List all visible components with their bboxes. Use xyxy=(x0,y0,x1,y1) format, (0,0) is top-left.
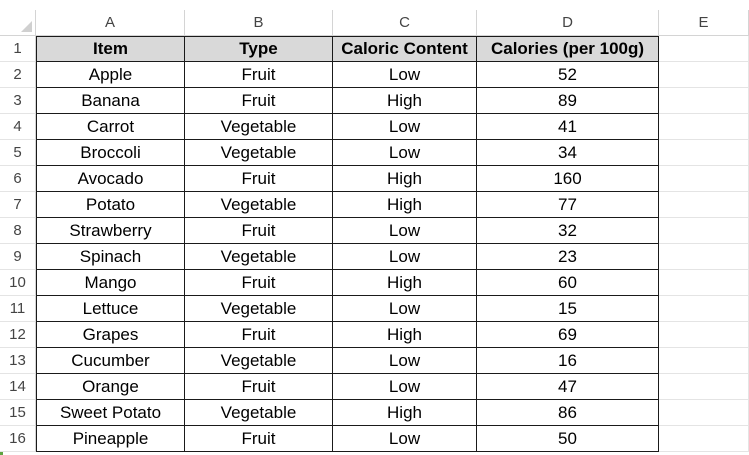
empty-cell[interactable] xyxy=(659,192,749,218)
table-cell[interactable]: 52 xyxy=(477,62,659,88)
table-cell[interactable]: Low xyxy=(333,296,477,322)
table-row xyxy=(36,348,749,374)
table-cell[interactable]: 77 xyxy=(477,192,659,218)
empty-cell[interactable] xyxy=(659,374,749,400)
table-cell[interactable]: 32 xyxy=(477,218,659,244)
table-header-row xyxy=(36,36,749,62)
table-cell[interactable]: 50 xyxy=(477,426,659,452)
table-cell[interactable]: 60 xyxy=(477,270,659,296)
table-row xyxy=(36,166,749,192)
table-cell[interactable]: Apple xyxy=(36,62,185,88)
table-cell[interactable]: Avocado xyxy=(36,166,185,192)
select-all-corner[interactable] xyxy=(0,10,36,36)
row-header[interactable]: 12 xyxy=(0,322,36,348)
table-cell[interactable]: Vegetable xyxy=(185,348,333,374)
table-cell[interactable]: Vegetable xyxy=(185,400,333,426)
header-cell[interactable]: Calories (per 100g) xyxy=(477,36,659,62)
table-cell[interactable]: 16 xyxy=(477,348,659,374)
empty-cell[interactable] xyxy=(659,62,749,88)
empty-cell[interactable] xyxy=(659,426,749,452)
row-header[interactable]: 5 xyxy=(0,140,36,166)
empty-cell[interactable] xyxy=(659,348,749,374)
table-cell[interactable]: 160 xyxy=(477,166,659,192)
empty-cell[interactable] xyxy=(659,140,749,166)
empty-cell[interactable] xyxy=(659,88,749,114)
table-cell[interactable]: Fruit xyxy=(185,426,333,452)
table-cell[interactable]: Low xyxy=(333,374,477,400)
table-cell[interactable]: Low xyxy=(333,244,477,270)
table-cell[interactable]: Fruit xyxy=(185,218,333,244)
table-cell[interactable]: High xyxy=(333,166,477,192)
table-cell[interactable]: Carrot xyxy=(36,114,185,140)
column-header-row xyxy=(0,10,749,36)
table-row xyxy=(36,244,749,270)
table-row xyxy=(36,88,749,114)
table-cell[interactable]: Vegetable xyxy=(185,192,333,218)
table-row xyxy=(36,218,749,244)
table-cell[interactable]: Low xyxy=(333,426,477,452)
table-row xyxy=(36,296,749,322)
table-row xyxy=(36,114,749,140)
table-cell[interactable]: Orange xyxy=(36,374,185,400)
table-cell[interactable]: High xyxy=(333,270,477,296)
row-header[interactable]: 6 xyxy=(0,166,36,192)
table-cell[interactable]: 15 xyxy=(477,296,659,322)
table-cell[interactable]: Sweet Potato xyxy=(36,400,185,426)
table-row xyxy=(36,270,749,296)
table-cell[interactable]: Vegetable xyxy=(185,140,333,166)
empty-cell[interactable] xyxy=(659,166,749,192)
empty-cell[interactable] xyxy=(659,270,749,296)
row-header[interactable]: 7 xyxy=(0,192,36,218)
row-header[interactable]: 9 xyxy=(0,244,36,270)
table-cell[interactable]: Grapes xyxy=(36,322,185,348)
table-cell[interactable]: Low xyxy=(333,218,477,244)
row-header[interactable]: 11 xyxy=(0,296,36,322)
table-cell[interactable]: Lettuce xyxy=(36,296,185,322)
table-row xyxy=(36,192,749,218)
table-cell[interactable]: Vegetable xyxy=(185,114,333,140)
table-cell[interactable]: Strawberry xyxy=(36,218,185,244)
table-cell[interactable]: High xyxy=(333,192,477,218)
table-cell[interactable]: 41 xyxy=(477,114,659,140)
row-header[interactable]: 14 xyxy=(0,374,36,400)
row-header[interactable]: 1 xyxy=(0,36,36,62)
row-header[interactable]: 4 xyxy=(0,114,36,140)
table-cell[interactable]: High xyxy=(333,88,477,114)
table-cell[interactable]: Fruit xyxy=(185,374,333,400)
table-cell[interactable]: 69 xyxy=(477,322,659,348)
table-cell[interactable]: Fruit xyxy=(185,88,333,114)
row-header[interactable]: 13 xyxy=(0,348,36,374)
table-cell[interactable]: Fruit xyxy=(185,166,333,192)
column-header-c[interactable]: C xyxy=(333,10,477,36)
select-all-icon xyxy=(21,21,32,32)
column-header-e[interactable]: E xyxy=(659,10,749,36)
table-cell[interactable]: Spinach xyxy=(36,244,185,270)
table-cell[interactable]: Fruit xyxy=(185,62,333,88)
table-row xyxy=(36,374,749,400)
table-cell[interactable]: High xyxy=(333,400,477,426)
row-header[interactable]: 3 xyxy=(0,88,36,114)
empty-cell[interactable] xyxy=(659,218,749,244)
empty-cell[interactable] xyxy=(659,36,749,62)
table-cell[interactable]: 89 xyxy=(477,88,659,114)
table-cell[interactable]: 47 xyxy=(477,374,659,400)
header-cell[interactable]: Item xyxy=(36,36,185,62)
table-row xyxy=(36,62,749,88)
header-cell[interactable]: Caloric Content xyxy=(333,36,477,62)
column-header-a[interactable]: A xyxy=(36,10,185,36)
table-cell[interactable]: Banana xyxy=(36,88,185,114)
empty-cell[interactable] xyxy=(659,114,749,140)
table-row xyxy=(36,322,749,348)
table-cell[interactable]: Low xyxy=(333,348,477,374)
table-cell[interactable]: 34 xyxy=(477,140,659,166)
row-header[interactable]: 15 xyxy=(0,400,36,426)
table-row xyxy=(36,140,749,166)
table-cell[interactable]: Pineapple xyxy=(36,426,185,452)
table-cell[interactable]: Potato xyxy=(36,192,185,218)
row-header[interactable]: 10 xyxy=(0,270,36,296)
table-cell[interactable]: Vegetable xyxy=(185,244,333,270)
table-cell[interactable]: Broccoli xyxy=(36,140,185,166)
table-cell[interactable]: Fruit xyxy=(185,270,333,296)
table-cell[interactable]: 23 xyxy=(477,244,659,270)
header-cell[interactable]: Type xyxy=(185,36,333,62)
empty-cell[interactable] xyxy=(659,296,749,322)
column-header-d[interactable]: D xyxy=(477,10,659,36)
empty-cell[interactable] xyxy=(659,400,749,426)
table-cell[interactable]: Low xyxy=(333,140,477,166)
row-header[interactable]: 8 xyxy=(0,218,36,244)
table-cell[interactable]: Mango xyxy=(36,270,185,296)
table-cell[interactable]: High xyxy=(333,322,477,348)
empty-cell[interactable] xyxy=(659,244,749,270)
empty-cell[interactable] xyxy=(659,322,749,348)
table-cell[interactable]: Fruit xyxy=(185,322,333,348)
row-header[interactable]: 16 xyxy=(0,426,36,452)
table-cell[interactable]: Low xyxy=(333,62,477,88)
table-cell[interactable]: Low xyxy=(333,114,477,140)
table-cell[interactable]: 86 xyxy=(477,400,659,426)
table-row xyxy=(36,400,749,426)
table-row xyxy=(36,426,749,452)
data-table xyxy=(36,36,749,452)
row-header[interactable]: 2 xyxy=(0,62,36,88)
table-cell[interactable]: Vegetable xyxy=(185,296,333,322)
table-cell[interactable]: Cucumber xyxy=(36,348,185,374)
column-header-b[interactable]: B xyxy=(185,10,333,36)
row-headers xyxy=(0,36,36,452)
